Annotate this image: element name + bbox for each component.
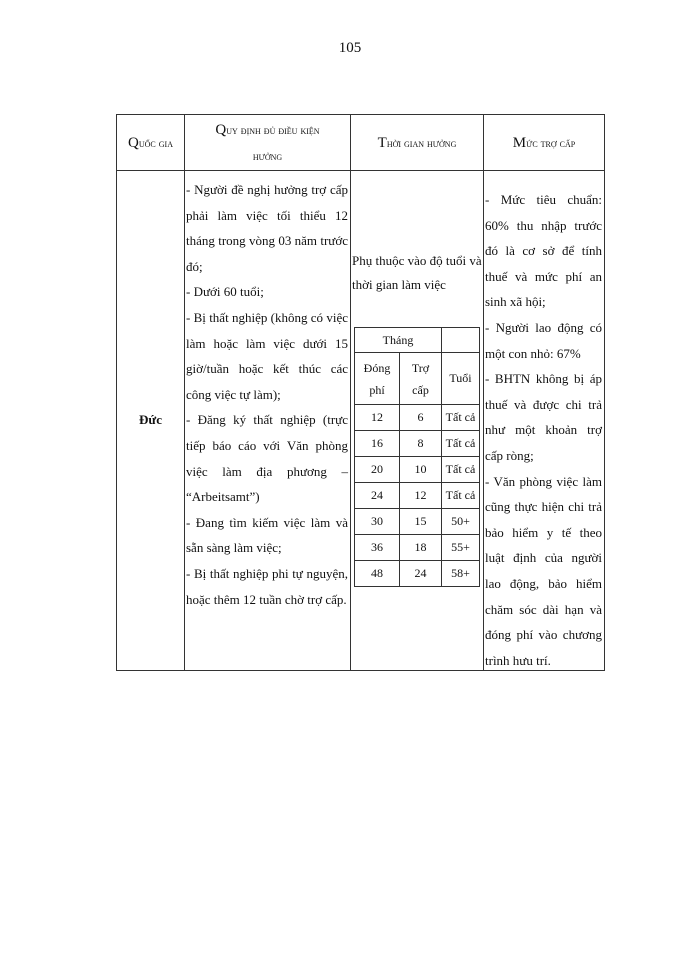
mini-cell: 20: [355, 457, 400, 483]
mini-cell: Tất cả: [442, 405, 480, 431]
mini-cell: 58+: [442, 561, 480, 587]
mini-cell: 8: [400, 431, 442, 457]
mini-cell: Tất cả: [442, 483, 480, 509]
table-header-divider: [116, 170, 605, 171]
header-conditions: Quy định đủ điều kiện hưởng: [215, 121, 320, 163]
benefit-item: - Người lao động có một con nhỏ: 67%: [485, 319, 602, 361]
mini-cell: 48: [355, 561, 400, 587]
mini-cell: 55+: [442, 535, 480, 561]
benefit-item: - BHTN không bị áp thuế và được chi trả như một khoản trợ cấp ròng;: [485, 371, 602, 463]
mini-cell: 18: [400, 535, 442, 561]
duration-text: Phụ thuộc vào độ tuổi và thời gian làm việc: [352, 253, 482, 292]
condition-item: - Đang tìm kiếm việc làm và sẵn sàng làm việc;: [186, 514, 348, 556]
table-border-right: [604, 114, 605, 671]
mini-cell: 12: [400, 483, 442, 509]
mini-header-empty: [442, 328, 480, 353]
mini-header-contrib: Đóng phí: [355, 353, 400, 405]
page-number: 105: [338, 40, 362, 56]
benefit-item: - Văn phòng việc làm cũng thực hiện chi trả bảo hiểm y tế theo luật định của người lao động, bảo hiểm chăm sóc dài hạn và đóng phí vào chương trình hưu trí.: [485, 473, 602, 668]
mini-header-age: Tuổi: [442, 353, 480, 405]
duration-table: [354, 327, 480, 587]
header-country: Quốc gia: [128, 134, 173, 151]
col-divider-1: [184, 114, 185, 671]
header-duration: Thời gian hưởng: [377, 134, 457, 151]
col-divider-3: [483, 114, 484, 671]
benefit-item: - Mức tiêu chuẩn: 60% thu nhập trước đó là cơ sở để tính thuế và mức phí an sinh xã hội;: [485, 192, 602, 310]
conditions-cell: [186, 177, 348, 612]
condition-item: - Dưới 60 tuổi;: [186, 284, 264, 300]
mini-cell: 24: [355, 483, 400, 509]
mini-cell: 30: [355, 509, 400, 535]
condition-item: - Đăng ký thất nghiệp (trực tiếp báo cáo với Văn phòng việc làm địa phương – “Arbeitsamt”): [186, 412, 348, 505]
mini-cell: 15: [400, 509, 442, 535]
condition-item: - Người đề nghị hưởng trợ cấp phải làm việc tối thiểu 12 tháng trong vòng 03 năm trước đó;: [186, 182, 348, 274]
mini-cell: 12: [355, 405, 400, 431]
col-divider-2: [350, 114, 351, 671]
header-benefit: Mức trợ cấp: [512, 134, 576, 151]
mini-cell: Tất cả: [442, 431, 480, 457]
mini-header-months: Tháng: [355, 328, 442, 353]
mini-cell: 24: [400, 561, 442, 587]
condition-item: - Bị thất nghiệp phi tự nguyện, hoặc thêm 12 tuần chờ trợ cấp.: [186, 565, 348, 607]
mini-cell: 16: [355, 431, 400, 457]
benefit-cell: [485, 187, 602, 673]
condition-item: - Bị thất nghiệp (không có việc làm hoặc làm việc dưới 15 giờ/tuần hoặc kết thúc các công việc tự làm);: [186, 309, 348, 402]
mini-cell: 6: [400, 405, 442, 431]
mini-cell: 36: [355, 535, 400, 561]
mini-cell: 50+: [442, 509, 480, 535]
mini-header-benefit: Trợ cấp: [400, 353, 442, 405]
country-cell: Đức: [139, 412, 162, 427]
mini-cell: Tất cả: [442, 457, 480, 483]
mini-cell: 10: [400, 457, 442, 483]
